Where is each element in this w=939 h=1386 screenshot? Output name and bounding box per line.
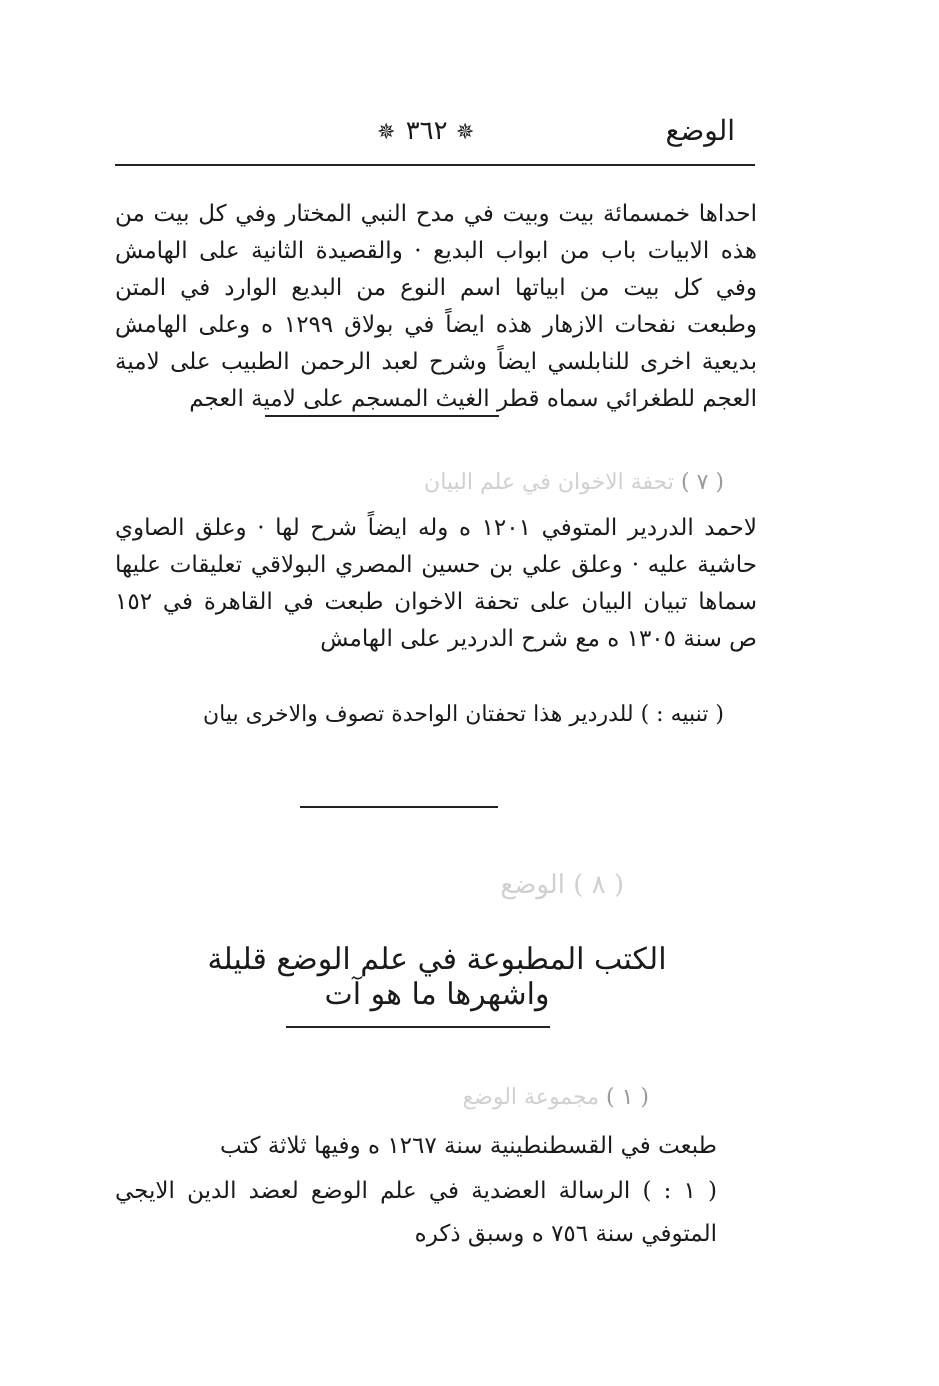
paragraph-dardir: لاحمد الدردير المتوفي ١٢٠١ ه وله ايضاً شرح لها · وعلق الصاوي حاشية عليه · وعلق علي بن حسين المصري البولاقي تعليقات عليها سماها تبيان البيان على تحفة الاخوان طبعت في القاهرة في ١٥٢ ص سنة ١٣٠٥ ه مع شرح الدردير على الهامش — [115, 515, 757, 652]
section-heading-1 — [462, 1085, 649, 1110]
faded-title: الوضع — [500, 870, 565, 900]
section-heading-8 — [500, 870, 624, 900]
list-item-1: ( ١ : ) الرسالة العضدية في علم الوضع لعضد الدين الايجي المتوفي سنة ٧٥٦ ه وسبق ذكره — [115, 1178, 717, 1247]
faded-title: مجموعة الوضع — [462, 1085, 600, 1110]
page-header — [115, 112, 735, 156]
notice-line: ( تنبيه : ) للدردير هذا تحفتان الواحدة تصوف والاخرى بيان — [203, 702, 724, 727]
divider-ornament — [286, 1020, 550, 1034]
faded-title: تحفة الاخوان في علم البيان — [424, 470, 675, 495]
divider-ornament — [300, 800, 498, 814]
divider-ornament — [265, 409, 499, 423]
paragraph-continuation: احداها خمسمائة بيت وبيت في مدح النبي المختار وفي كل بيت من هذه الابيات باب من ابواب البديع · والقصيدة الثانية على الهامش وفي كل بيت من ابياتها اسم النوع من البديع الوارد في المتن وطبعت نفحات الازهار هذه ايضاً في بولاق ١٢٩٩ ه وعلى الهامش بديعية اخرى للنابلسي ايضاً وشرح لعبد الرحمن الطبيب على لامية العجم للطغرائي سماه قطر الغيث المسجم على لامية العجم — [115, 201, 757, 412]
page-number-group — [377, 116, 476, 146]
page-number: ٣٦٢ — [405, 116, 448, 146]
running-title: الوضع — [665, 114, 735, 147]
ornament-star-icon: ✵ — [455, 120, 477, 145]
section-number: ( ٧ ) — [681, 470, 724, 495]
section-number: ( ١ ) — [606, 1085, 649, 1110]
section-heading-7 — [424, 470, 724, 495]
header-rule — [115, 164, 755, 166]
section-number: ( ٨ ) — [573, 870, 624, 900]
section-title: الكتب المطبوعة في علم الوضع قليلة واشهرها ما هو آت — [207, 942, 667, 1012]
print-info-line: طبعت في القسطنطينية سنة ١٢٦٧ ه وفيها ثلاثة كتب — [220, 1133, 717, 1159]
ornament-star-icon: ✵ — [377, 120, 398, 145]
